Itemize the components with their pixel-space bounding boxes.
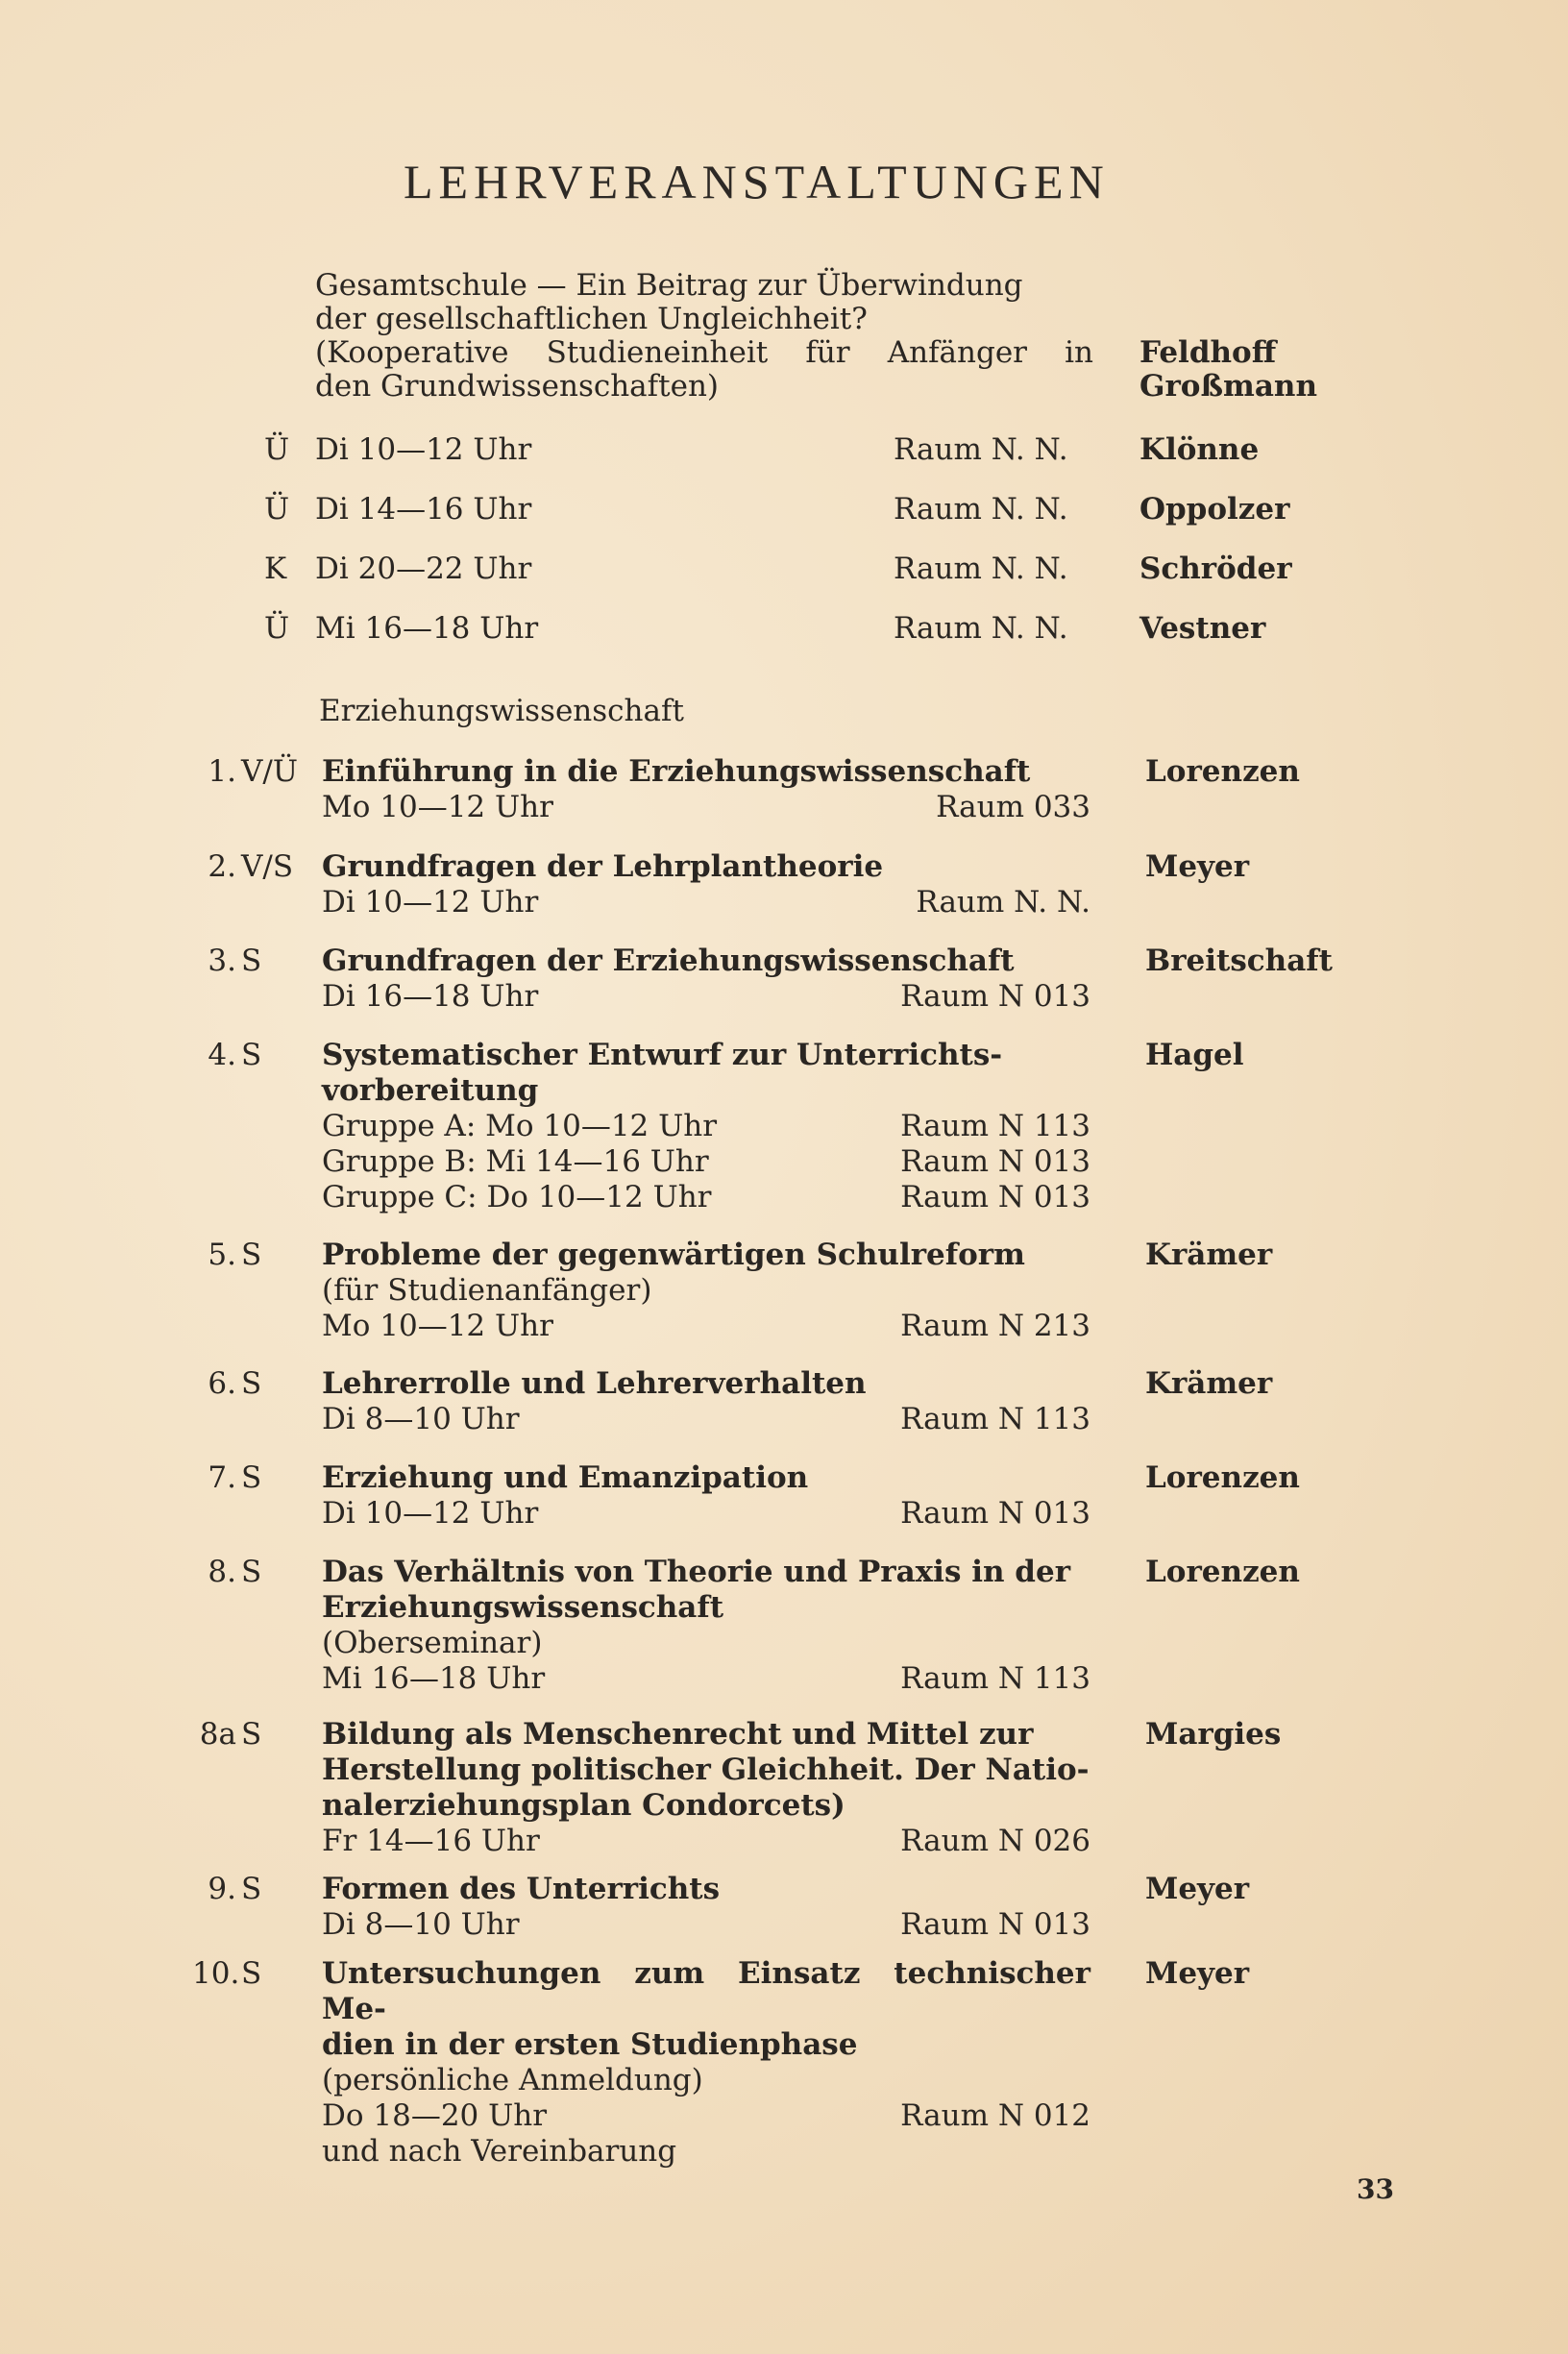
course-number: 1. — [208, 754, 236, 789]
session-type: Ü — [264, 432, 290, 467]
instructor-name: Großmann — [1139, 369, 1318, 404]
course-schedule — [322, 1907, 1090, 1943]
course-type: S — [241, 1872, 262, 1906]
intro-line-text: (Kooperative Studieneinheit für Anfänger in — [315, 335, 1093, 370]
schedule-room: Raum N 012 — [900, 2098, 1090, 2133]
course-schedule — [322, 1496, 1090, 1532]
course-schedule — [322, 1309, 1090, 1344]
course-title: Erziehungswissenschaft — [322, 1590, 724, 1625]
course-type: S — [241, 1238, 262, 1272]
course-number: 10. — [192, 1956, 240, 1991]
schedule-time: Do 18—20 Uhr — [322, 2098, 548, 2133]
course-extra: und nach Vereinbarung — [322, 2134, 677, 2169]
session-instructor: Schröder — [1139, 552, 1292, 586]
course-title: dien in der ersten Studienphase — [322, 2027, 858, 2062]
session-type: K — [264, 552, 287, 586]
course-title: Systematischer Entwurf zur Unterrichts- — [322, 1038, 1003, 1072]
course-title: Formen des Unterrichts — [322, 1872, 721, 1906]
course-number: 6. — [208, 1366, 236, 1401]
course-number: 5. — [208, 1238, 236, 1272]
section-heading: Erziehungswissenschaft — [319, 694, 684, 728]
session-instructor: Klönne — [1139, 432, 1260, 467]
course-title: nalerziehungsplan Condorcets) — [322, 1788, 845, 1823]
schedule-room: Raum N 113 — [900, 1109, 1090, 1143]
course-schedule — [322, 1144, 1090, 1180]
course-schedule — [322, 790, 1090, 825]
course-number: 9. — [208, 1872, 236, 1906]
course-title: Grundfragen der Lehrplantheorie — [322, 849, 884, 884]
course-type: V/S — [241, 849, 294, 884]
course-instructor: Meyer — [1145, 849, 1250, 884]
schedule-room: Raum 033 — [936, 790, 1090, 824]
intro-course-title — [315, 269, 1093, 404]
course-number: 3. — [208, 944, 236, 978]
intro-line: der gesellschaftlichen Ungleichheit? — [315, 302, 868, 336]
course-type: V/Ü — [241, 754, 298, 789]
course-schedule — [322, 1824, 1090, 1859]
schedule-time: Mo 10—12 Uhr — [322, 790, 553, 824]
session-time: Mi 16—18 Uhr — [315, 611, 539, 646]
schedule-time: Gruppe A: Mo 10—12 Uhr — [322, 1109, 718, 1143]
course-instructor: Lorenzen — [1145, 1555, 1300, 1589]
course-type: S — [241, 1555, 262, 1589]
session-time: Di 20—22 Uhr — [315, 552, 532, 586]
course-instructor: Lorenzen — [1145, 754, 1300, 789]
course-note: (Oberseminar) — [322, 1626, 543, 1660]
course-schedule — [322, 2098, 1090, 2134]
course-type: S — [241, 1717, 262, 1752]
course-number: 4. — [208, 1038, 236, 1072]
course-instructor: Meyer — [1145, 1872, 1250, 1906]
course-title: Grundfragen der Erziehungswissenschaft — [322, 944, 1015, 978]
course-body — [322, 1717, 1090, 1859]
schedule-time: Di 10—12 Uhr — [322, 885, 539, 920]
course-title: Das Verhältnis von Theorie und Praxis in der — [322, 1555, 1071, 1589]
intro-line — [315, 336, 1093, 370]
session-time: Di 10—12 Uhr — [315, 432, 532, 467]
course-type: S — [241, 1366, 262, 1401]
session-row — [264, 492, 1321, 530]
schedule-room: Raum N 213 — [900, 1309, 1090, 1343]
course-instructor: Breitschaft — [1145, 944, 1333, 978]
course-title: Erziehung und Emanzipation — [322, 1460, 809, 1495]
schedule-room: Raum N 026 — [900, 1824, 1090, 1858]
schedule-time: Di 10—12 Uhr — [322, 1496, 539, 1531]
course-title: Herstellung politischer Gleichheit. Der Natio- — [322, 1753, 1090, 1787]
course-number: 8a — [199, 1717, 236, 1752]
instructor-name: Feldhoff — [1139, 335, 1277, 370]
schedule-room: Raum N. N. — [916, 885, 1090, 920]
course-body — [322, 1956, 1090, 2170]
schedule-time: Fr 14—16 Uhr — [322, 1824, 540, 1858]
course-instructor: Meyer — [1145, 1956, 1250, 1991]
course-instructor: Lorenzen — [1145, 1460, 1300, 1495]
session-room: Raum N. N. — [894, 492, 1068, 527]
course-body — [322, 944, 1090, 1015]
schedule-time: Mi 16—18 Uhr — [322, 1661, 546, 1696]
schedule-time: Gruppe C: Do 10—12 Uhr — [322, 1180, 712, 1214]
session-time: Di 14—16 Uhr — [315, 492, 532, 527]
course-note: (für Studienanfänger) — [322, 1273, 652, 1308]
course-body — [322, 1366, 1090, 1437]
session-room: Raum N. N. — [894, 611, 1068, 646]
schedule-room: Raum N 013 — [900, 1496, 1090, 1531]
course-number: 7. — [208, 1460, 236, 1495]
course-title: Lehrerrolle und Lehrerverhalten — [322, 1366, 867, 1401]
course-type: S — [241, 1460, 262, 1495]
course-schedule — [322, 979, 1090, 1015]
course-body — [322, 1555, 1090, 1697]
schedule-time: Di 8—10 Uhr — [322, 1907, 520, 1942]
course-type: S — [241, 1038, 262, 1072]
schedule-time: Gruppe B: Mi 14—16 Uhr — [322, 1144, 709, 1179]
schedule-room: Raum N 113 — [900, 1402, 1090, 1436]
course-body — [322, 754, 1090, 825]
course-type: S — [241, 1956, 262, 1991]
session-row — [264, 611, 1321, 650]
course-number: 2. — [208, 849, 236, 884]
intro-line: Gesamtschule — Ein Beitrag zur Überwindung — [315, 268, 1023, 303]
schedule-time: Di 16—18 Uhr — [322, 979, 539, 1014]
course-body — [322, 1038, 1090, 1215]
course-note: (persönliche Anmeldung) — [322, 2063, 703, 2097]
course-schedule — [322, 1661, 1090, 1697]
course-title: vorbereitung — [322, 1073, 539, 1108]
course-body — [322, 849, 1090, 920]
page-title: LEHRVERANSTALTUNGEN — [404, 155, 1110, 208]
session-row — [264, 432, 1321, 471]
course-schedule — [322, 1180, 1090, 1215]
session-room: Raum N. N. — [894, 432, 1068, 467]
session-row — [264, 552, 1321, 590]
session-room: Raum N. N. — [894, 552, 1068, 586]
session-type: Ü — [264, 611, 290, 646]
schedule-room: Raum N 013 — [900, 1907, 1090, 1942]
session-type: Ü — [264, 492, 290, 527]
course-body — [322, 1460, 1090, 1532]
course-title: Probleme der gegenwärtigen Schulreform — [322, 1238, 1025, 1272]
session-instructor: Vestner — [1139, 611, 1266, 646]
course-title: Untersuchungen zum Einsatz technischer Me- — [322, 1956, 1090, 2026]
course-schedule — [322, 1109, 1090, 1144]
intro-line: den Grundwissenschaften) — [315, 369, 719, 404]
page-number: 33 — [1357, 2173, 1394, 2205]
course-type: S — [241, 944, 262, 978]
schedule-room: Raum N 113 — [900, 1661, 1090, 1696]
course-instructor: Krämer — [1145, 1238, 1273, 1272]
session-instructor: Oppolzer — [1139, 492, 1290, 527]
course-schedule — [322, 1402, 1090, 1437]
schedule-room: Raum N 013 — [900, 1180, 1090, 1214]
course-instructor: Hagel — [1145, 1038, 1244, 1072]
course-number: 8. — [208, 1555, 236, 1589]
course-title: Bildung als Menschenrecht und Mittel zur — [322, 1717, 1034, 1752]
schedule-time: Mo 10—12 Uhr — [322, 1309, 553, 1343]
course-instructor: Margies — [1145, 1717, 1282, 1752]
schedule-room: Raum N 013 — [900, 1144, 1090, 1179]
schedule-time: Di 8—10 Uhr — [322, 1402, 520, 1436]
intro-instructors — [1139, 336, 1317, 404]
course-instructor: Krämer — [1145, 1366, 1273, 1401]
course-body — [322, 1872, 1090, 1943]
course-body — [322, 1238, 1090, 1344]
schedule-room: Raum N 013 — [900, 979, 1090, 1014]
course-title: Einführung in die Erziehungswissenschaft — [322, 754, 1031, 789]
course-schedule — [322, 885, 1090, 920]
